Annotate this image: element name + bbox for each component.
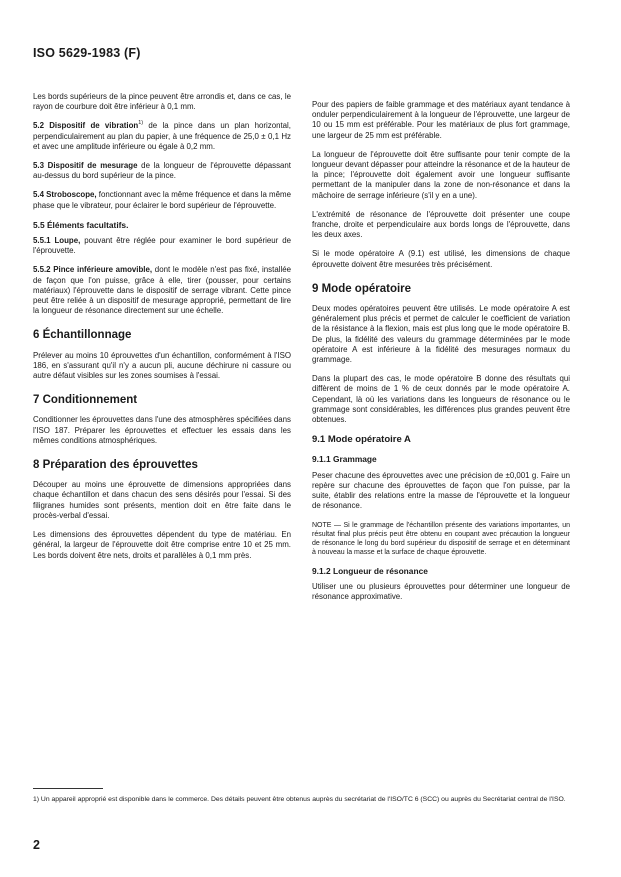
section-5-4 — [33, 190, 291, 210]
section-5-5-2 — [33, 265, 291, 316]
section-8-heading: 8 Préparation des éprouvettes — [33, 459, 198, 472]
section-5-5-2-body: dont le modèle n'est pas fixé, installée de façon que l'on puisse, grâce à elle, tirer (pousser, pour certains matériaux) l'éprouvette dans le dispositif de serrage vibrant. Cette pince peut être reliée à un dispositif de mesurage approprié, permettant de lire la longueur de résonance directement sur une échelle. — [33, 265, 291, 316]
right-paragraph-4: Si le mode opératoire A (9.1) est utilisé, les dimensions de chaque éprouvette doivent être mesurées très précisément. — [312, 249, 570, 269]
section-9-1-2-body: Utiliser une ou plusieurs éprouvettes pour déterminer une longueur de résonance approximative. — [312, 581, 570, 601]
left-column — [33, 92, 291, 570]
section-5-2 — [33, 121, 291, 152]
page-number: 2 — [33, 838, 40, 852]
section-5-4-body: fonctionnant avec la même fréquence et dans la même phase que le vibrateur, pour éclairer le bord supérieur de l'éprouvette. — [33, 190, 291, 210]
section-6-heading: 6 Échantillonnage — [33, 329, 132, 342]
section-9-1-heading: 9.1 Mode opératoire A — [312, 434, 411, 446]
right-paragraph-1: Pour des papiers de faible grammage et des matériaux ayant tendance à onduler perpendiculairement à la longueur de l'éprouvette, une largeur de 10 ou 15 mm est préférable. Pour les matériaux de plus fort grammage, une largeur de 25 mm est préférable. — [312, 100, 570, 140]
section-5-2-body: de la pince dans un plan horizontal, perpendiculairement au plan du papier, à une fréquence de 25,0 ± 0,1 Hz et avec une amplitude inférieure ou égale à 0,2 mm. — [33, 121, 291, 151]
page-header: ISO 5629-1983 (F) — [33, 46, 141, 60]
section-5-4-heading: 5.4 Stroboscope, — [33, 190, 97, 200]
footnote-rule — [33, 788, 103, 789]
section-7-body: Conditionner les éprouvettes dans l'une des atmosphères spécifiées dans l'ISO 187. Préparer les éprouvettes et effectuer les essais dans les mêmes conditions atmosphériques. — [33, 415, 291, 445]
footnote: 1) Un appareil approprié est disponible dans le commerce. Des détails peuvent être obtenus auprès du secrétariat de l'ISO/TC 6 (SCC) ou auprès du Secrétariat central de l'ISO. — [33, 796, 566, 803]
section-9-paragraph-1: Deux modes opératoires peuvent être utilisés. Le mode opératoire A est généralement plus précis et permet de calculer le coefficient de variation de la résistance à la flexion, mais est plus long que le mode opératoire B. De plus, la fidélité des valeurs du grammage déterminées par le mode opératoire A est inférieure à la fidélité des mesurages normaux du grammage. — [312, 304, 570, 365]
section-9-paragraph-2: Dans la plupart des cas, le mode opératoire B donne des résultats qui diffèrent de moins de 1 % de ceux donnés par le mode opératoire A. Cependant, là où les variations dans les longueurs de résonance ou le grammage sont considérables, les différences plus grandes peuvent être obtenues. — [312, 374, 570, 425]
footnote-ref: 1) — [138, 120, 144, 127]
section-5-5-1-heading: 5.5.1 Loupe, — [33, 236, 81, 246]
section-5-5-1 — [33, 236, 291, 256]
section-6-body: Prélever au moins 10 éprouvettes d'un échantillon, conformément à l'ISO 186, en s'assurant qu'il n'y a aucun pli, aucune déchirure ni cassure ou autre défaut visibles sur les zones soumises à l'essai. — [33, 350, 291, 381]
section-5-5-2-heading: 5.5.2 Pince inférieure amovible, — [33, 265, 153, 275]
section-5-3 — [33, 161, 291, 181]
section-9-1-1-body: Peser chacune des éprouvettes avec une précision de ±0,001 g. Faire un repère sur chacune des éprouvettes de façon que l'on puisse, par la suite, établir des relations entre la masse de l'éprouvette et la longueur de résonance. — [312, 470, 570, 511]
section-5-2-heading: 5.2 Dispositif de vibration — [33, 121, 139, 131]
section-7-heading: 7 Conditionnement — [33, 394, 138, 407]
section-5-3-body: de la longueur de l'éprouvette dépassant au-dessus du bord supérieur de la pince. — [33, 161, 291, 181]
section-8-paragraph-2: Les dimensions des éprouvettes dépendent du type de matériau. En général, la largeur de l'éprouvette doit être comprise entre 10 et 25 mm. Les bords doivent être nets, droits et parallèles à 0,1 mm près. — [33, 530, 291, 560]
intro-paragraph: Les bords supérieurs de la pince peuvent être arrondis et, dans ce cas, le rayon de courbure doit être inférieur à 0,1 mm. — [33, 92, 291, 112]
right-column — [312, 100, 570, 611]
right-paragraph-2: La longueur de l'éprouvette doit être suffisante pour tenir compte de la longueur devant dépasser pour atteindre la résonance et de la hauteur de la pince; l'éprouvette doit également avoir une longueur suffisante permettant de la manipuler dans la zone de non-résonance et dans la mâchoire de serrage inférieure (s'il y en a une). — [312, 149, 570, 200]
section-9-1-2-heading: 9.1.2 Longueur de résonance — [312, 565, 428, 576]
section-5-5-1-body: pouvant être réglée pour examiner le bord supérieur de l'éprouvette. — [33, 236, 291, 256]
section-9-1-1-heading: 9.1.1 Grammage — [312, 454, 377, 465]
section-9-heading: 9 Mode opératoire — [312, 282, 412, 295]
note: NOTE — Si le grammage de l'échantillon présente des variations importantes, un résultat final plus précis peut être obtenu en coupant avec précaution la longueur de résonance le long du bord supérieur du dispositif de serrage et en déterminant à nouveau la masse et la surface de chaque éprouvette. — [312, 521, 570, 556]
section-8-paragraph-1: Découper au moins une éprouvette de dimensions appropriées dans chaque échantillon et dans chacun des sens désirés pour l'essai. Si des filigranes humides sont présents, mention doit en être faite dans le procès-verbal d'essai. — [33, 480, 291, 520]
section-5-5-heading: 5.5 Éléments facultatifs. — [33, 219, 129, 230]
section-5-3-heading: 5.3 Dispositif de mesurage — [33, 161, 138, 171]
right-paragraph-3: L'extrémité de résonance de l'éprouvette doit présenter une coupe franche, droite et perpendiculaire aux bords longs de l'éprouvette, dans les deux axes. — [312, 209, 570, 240]
